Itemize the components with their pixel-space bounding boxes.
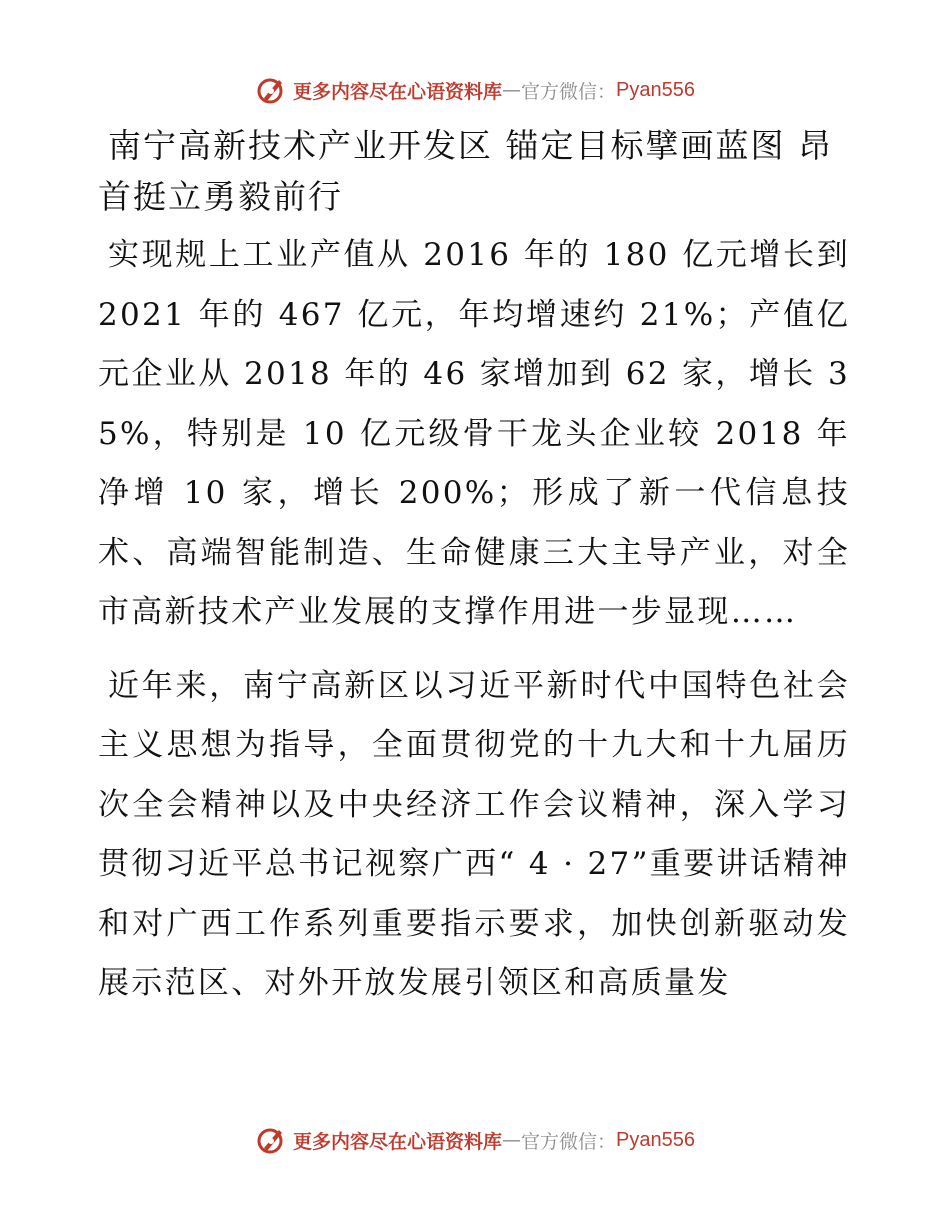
article-title: 南宁高新技术产业开发区 锚定目标擘画蓝图 昂首挺立勇毅前行 xyxy=(98,126,833,216)
banner-dash: — xyxy=(502,1129,522,1151)
banner-wechat-id: Pyan556 xyxy=(616,78,695,101)
article-paragraph-1: 实现规上工业产值从 2016 年的 180 亿元增长到 2021 年的 467 亿元，年均增速约 21%；产值亿元企业从 2018 年的 46 家增加到 62 家，增长 35%，特别是 10 亿元级骨干龙头企业较 2018 年净增 10 家，增长 200%；形成了新一代信息技术、高端智能制造、生命健康三大主导产业，对全市高新技术产业发展的支撑作用进一步显现…… xyxy=(98,237,850,630)
header-banner xyxy=(0,70,950,110)
banner-slogan: 更多内容尽在心语资料库 xyxy=(293,1130,503,1153)
banner-wechat-label: 官方微信： xyxy=(521,80,617,103)
banner-dash: — xyxy=(502,79,522,101)
banner-wechat-id: Pyan556 xyxy=(616,1128,695,1151)
banner-slogan: 更多内容尽在心语资料库 xyxy=(293,80,503,103)
banner-wechat-label: 官方微信： xyxy=(521,1130,617,1153)
article-body xyxy=(98,120,850,1014)
pen-circle-logo-icon xyxy=(255,1124,287,1156)
footer-banner xyxy=(0,1120,950,1160)
pen-circle-logo-icon xyxy=(255,74,287,106)
article-paragraph-2: 近年来，南宁高新区以习近平新时代中国特色社会主义思想为指导，全面贯彻党的十九大和十九届历次全会精神以及中央经济工作会议精神，深入学习贯彻习近平总书记视察广西“ 4 · 27”重要讲话精神和对广西工作系列重要指示要求，加快创新驱动发展示范区、对外开放发展引领区和高质量发 xyxy=(98,667,850,1001)
